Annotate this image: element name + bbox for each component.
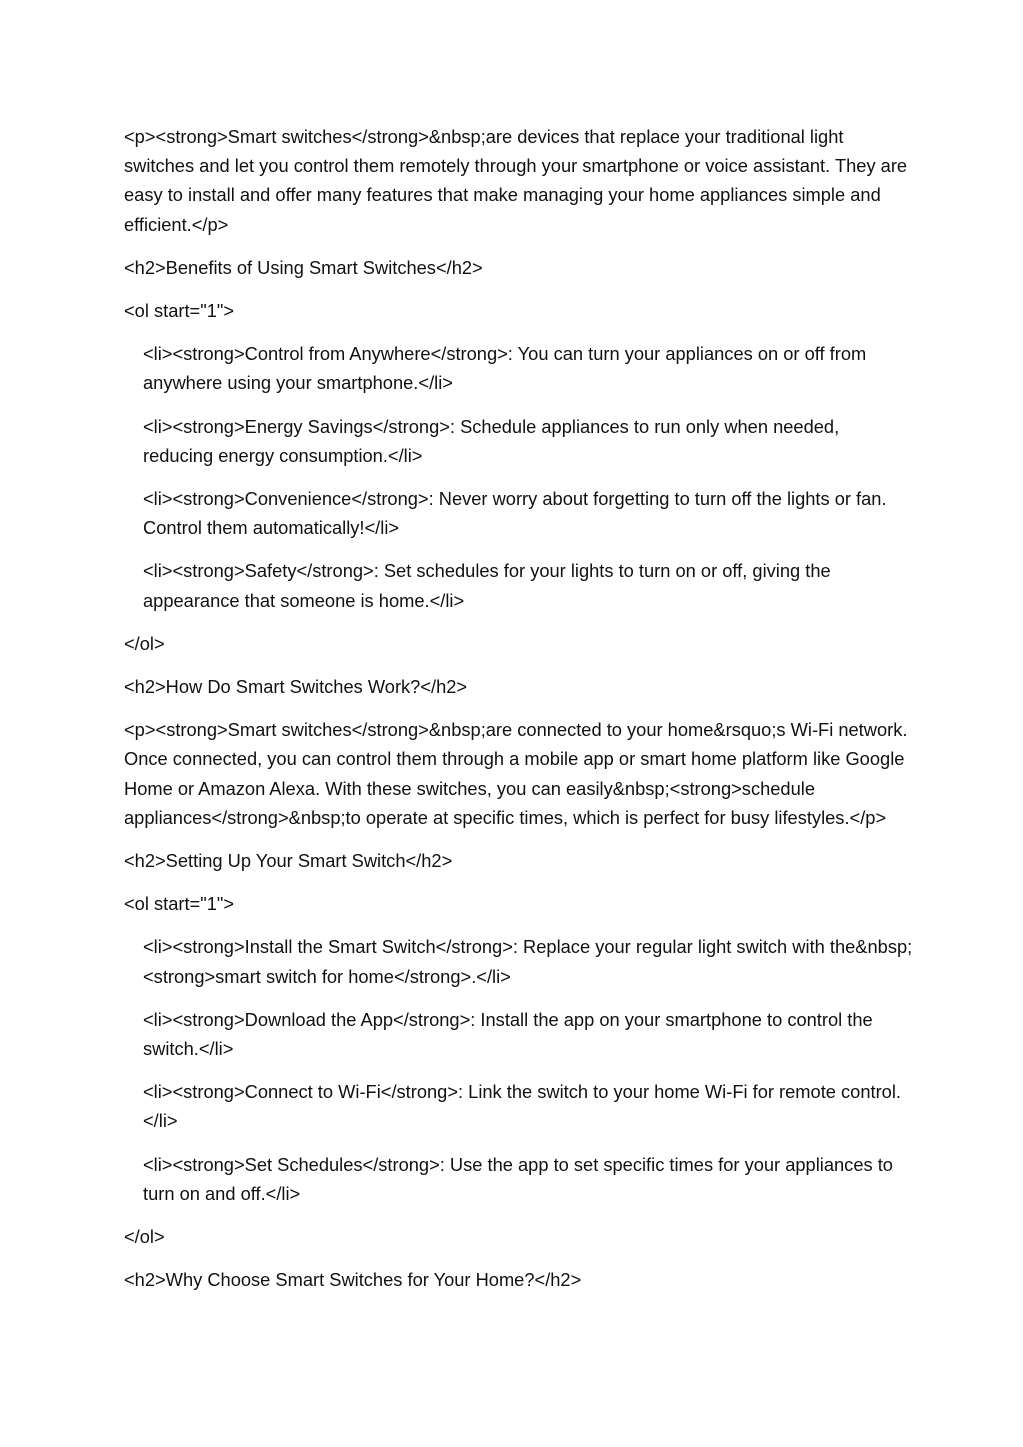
list-item: <li><strong>Download the App</strong>: Install the app on your smartphone to control the switch.</li> [143,1008,878,1060]
heading-how-work: <h2>How Do Smart Switches Work?</h2> [124,676,468,698]
paragraph-intro: <p><strong>Smart switches</strong>&nbsp;are devices that replace your traditional light switches and let you control them remotely through your smartphone or voice assistant. They are easy to install and offer many features that make managing your home appliances simple and efficient.</p> [124,126,913,235]
list-open-tag: <ol start="1"> [124,893,235,915]
list-close-tag: </ol> [124,632,165,654]
list-open-tag: <ol start="1"> [124,300,235,322]
list-item: <li><strong>Set Schedules</strong>: Use the app to set specific times for your appliances to turn on and off.</li> [143,1153,899,1204]
list-item: <li><strong>Safety</strong>: Set schedules for your lights to turn on or off, giving the appearance that someone is home.</li> [143,560,836,611]
list-item: <li><strong>Connect to Wi-Fi</strong>: Link the switch to your home Wi-Fi for remote control.</li> [143,1081,901,1132]
list-item: <li><strong>Convenience</strong>: Never worry about forgetting to turn off the lights or fan. Control them automatically!</li> [143,488,892,539]
heading-benefits: <h2>Benefits of Using Smart Switches</h2> [124,256,483,278]
list-item: <li><strong>Control from Anywhere</strong>: You can turn your appliances on or off from anywhere using your smartphone.</li> [143,343,872,394]
paragraph-how-work: <p><strong>Smart switches</strong>&nbsp;are connected to your home&rsquo;s Wi-Fi network. Once connected, you can control them through a mobile app or smart home platform like Google Home or Amazon Alexa. With these switches, you can easily&nbsp;<strong>schedule appliances</strong>&nbsp;to operate at specific times, which is perfect for busy lifestyles.</p> [124,719,913,828]
list-item: <li><strong>Install the Smart Switch</strong>: Replace your regular light switch with the&nbsp;<strong>smart switch for home</strong>.</li> [143,936,913,987]
document-page [124,122,914,1309]
heading-why-choose: <h2>Why Choose Smart Switches for Your Home?</h2> [124,1269,582,1291]
list-item: <li><strong>Energy Savings</strong>: Schedule appliances to run only when needed, reducing energy consumption.</li> [143,415,845,466]
heading-setting-up: <h2>Setting Up Your Smart Switch</h2> [124,850,453,872]
list-close-tag: </ol> [124,1226,165,1248]
